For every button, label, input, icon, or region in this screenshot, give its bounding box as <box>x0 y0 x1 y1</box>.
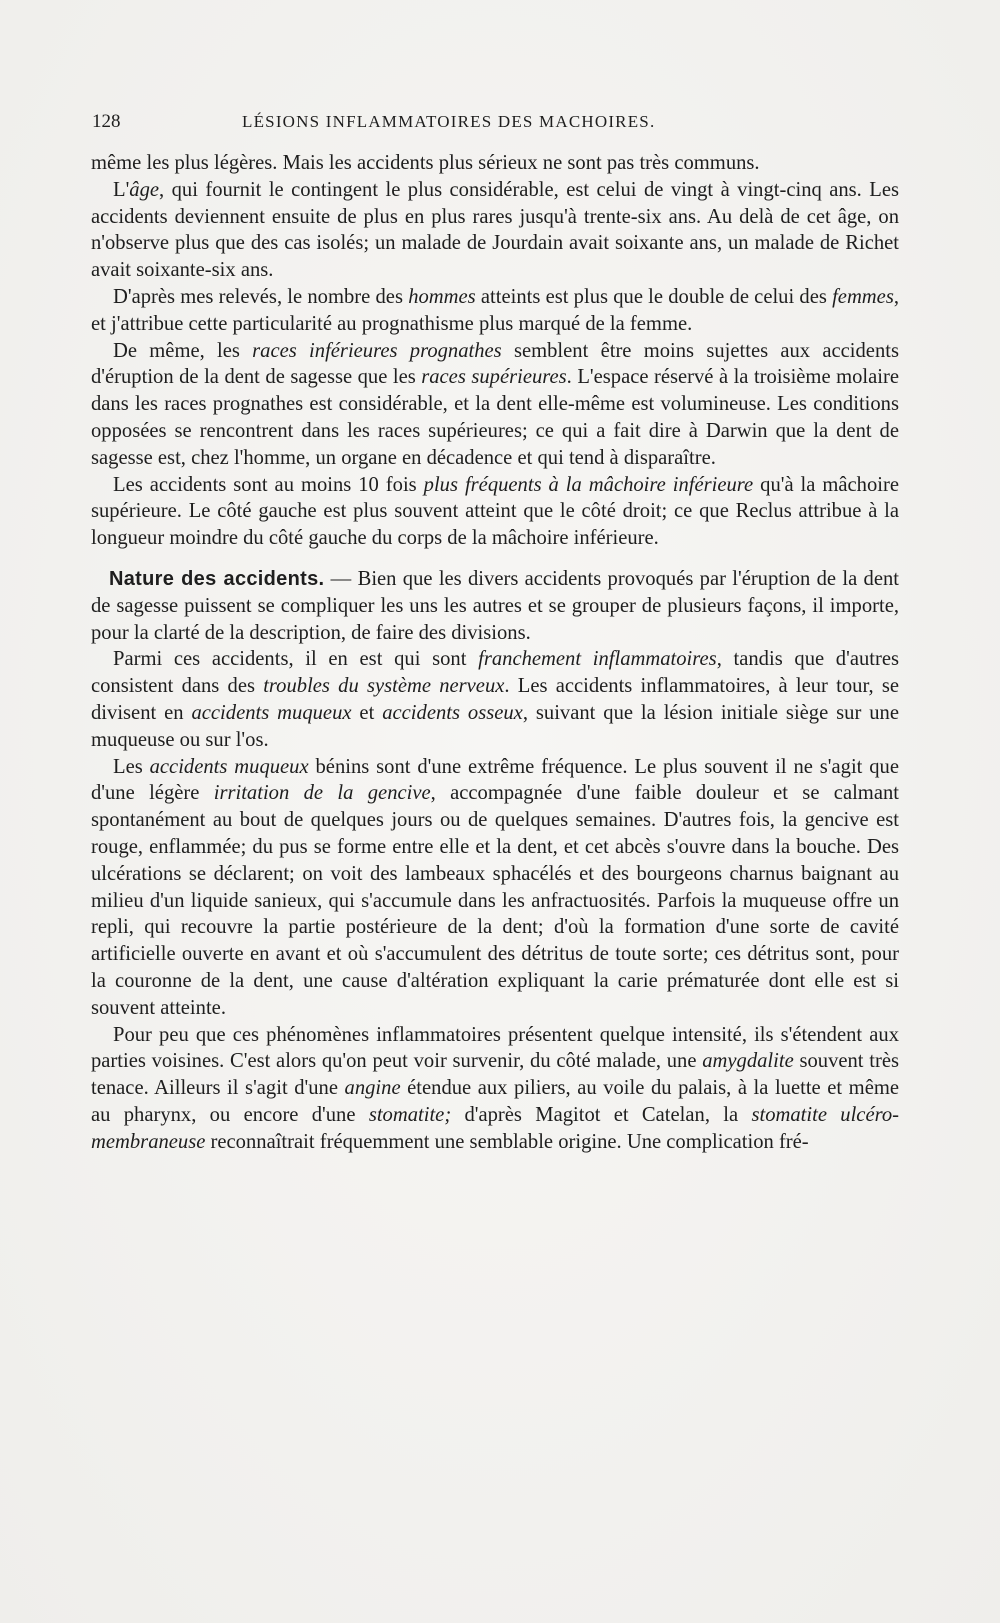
running-title: LÉSIONS INFLAMMATOIRES DES MACHOIRES. <box>242 112 656 131</box>
text-run: qu'à la mâchoire supérieure. Le côté gauche est plus souvent atteint que le côté droit; ce que Reclus attribue à la longueur moindre du côté gauche du corps de la mâchoire inférieure. <box>91 473 899 550</box>
text-run: , qui fournit le contingent le plus considérable, est celui de vingt à vingt-cinq ans. Les accidents deviennent ensuite de plus en plus rares jusqu'à trente-six ans. Au delà de cet âge, on n'observe plus que des cas isolés; un malade de Jourdain avait soixante ans, un malade de Richet avait soixante-six ans. <box>91 178 899 282</box>
section-heading: Nature des accidents. <box>109 567 325 590</box>
text-run: , et j'attribue cette particularité au prognathisme plus marqué de la femme. <box>91 285 899 335</box>
italic-term: angine <box>344 1077 401 1100</box>
italic-term: irritation de la gencive <box>213 782 431 805</box>
text-run: Parmi ces accidents, il en est qui sont <box>113 648 479 671</box>
italic-term: âge <box>129 178 160 201</box>
italic-term: accidents osseux <box>382 701 523 724</box>
body-text <box>91 150 899 1155</box>
italic-term: femmes <box>832 285 894 308</box>
text-run: reconnaîtrait fréquemment une semblable origine. Une complication fré- <box>205 1130 809 1153</box>
text-run: . Les accidents inflammatoires, à leur tour, se divisent en <box>91 675 899 724</box>
text-run: Les accidents sont au moins 10 fois <box>113 473 424 496</box>
text-run: étendue aux piliers, au voile du palais, à la luette et même au pharynx, ou encore d'une <box>91 1077 899 1126</box>
text-run: d'après Magitot et Catelan, la <box>451 1103 752 1126</box>
text-run: semblent être moins sujettes aux accidents d'éruption de la dent de sagesse que les <box>91 339 899 389</box>
text-run: , accompagnée d'une faible douleur et se calmant spontanément au bout de quelques jours ou de quelques semaines. D'autres fois, la gencive est rouge, enflammée; du pus se forme entre elle et la dent, et cet abcès s'ouvre dans la bouche. Des ulcérations se déclarent; on voit des lambeaux sphacélés et des bourgeons charnus baignant au milieu d'un liquide sanieux, qui s'accumule dans les anfractuosités. Parfois la muqueuse offre un repli, qui recouvre la partie postérieure de la dent; d'où la formation d'une sorte de cavité artificielle ouverte en avant et où s'accumulent des détritus de toute sorte; ces détritus sont, pour la couronne de la dent, une cause d'altération expliquant la carie prématurée dont elle est si souvent atteinte. <box>91 782 899 1019</box>
italic-term: stomatite ulcéro-membraneuse <box>91 1103 899 1153</box>
italic-term: stomatite; <box>368 1103 452 1126</box>
paragraph <box>91 646 899 753</box>
text-run: et <box>351 701 383 724</box>
text-run: , suivant que la lésion initiale siège sur une muqueuse ou sur l'os. <box>91 701 899 751</box>
text-run: , tandis que d'autres consistent dans des <box>91 648 899 698</box>
italic-term: accidents muqueux <box>191 701 352 724</box>
italic-term: franchement inflammatoires <box>478 648 717 671</box>
text-run: Pour peu que ces phénomènes inflammatoires présentent quelque intensité, ils s'étendent aux parties voisines. C'est alors qu'on peut voir survenir, du côté malade, une <box>91 1023 899 1073</box>
paragraph <box>91 284 899 338</box>
text-run: atteints est plus que le double de celui des <box>475 285 833 308</box>
italic-term: troubles du système nerveux <box>263 675 505 698</box>
text-run: même les plus légères. Mais les accidents plus sérieux ne sont pas très communs. <box>91 152 760 174</box>
paragraph <box>91 1022 899 1156</box>
italic-term: hommes <box>408 285 476 308</box>
italic-term: races supérieures <box>421 366 567 389</box>
text-run: — Bien que les divers accidents provoqués par l'éruption de la dent de sagesse puissent se compliquer les uns les autres et se grouper de plusieurs façons, il importe, pour la clarté de la description, de faire des divisions. <box>91 567 899 644</box>
text-run: bénins sont d'une extrême fréquence. Le plus souvent il ne s'agit que d'une légère <box>91 755 899 805</box>
paragraph <box>91 338 899 472</box>
page-header <box>92 111 898 141</box>
italic-term: races inférieures prognathes <box>252 339 502 362</box>
text-run: Les <box>113 755 150 778</box>
paragraph <box>91 177 899 284</box>
text-run: D'après mes relevés, le nombre des <box>113 285 409 308</box>
section-paragraph <box>91 566 899 646</box>
italic-term: accidents muqueux <box>149 755 309 778</box>
text-run: . L'espace réservé à la troisième molaire dans les races prognathes est considérable, et la dent elle-même est volumineuse. Les conditions opposées se rencontrent dans les races supérieures; ce qui a fait dire à Darwin que la dent de sagesse est, chez l'homme, un organe en décadence et qui tend à disparaître. <box>91 366 899 469</box>
italic-term: plus fréquents à la mâchoire inférieure <box>423 473 754 496</box>
text-run: L' <box>113 178 130 201</box>
paragraph <box>91 472 899 552</box>
paragraph <box>91 754 899 1022</box>
paragraph <box>91 150 899 177</box>
italic-term: amygdalite <box>702 1050 794 1073</box>
text-run: souvent très tenace. Ailleurs il s'agit d'une <box>91 1050 899 1100</box>
page-number: 128 <box>92 111 121 132</box>
text-run: De même, les <box>113 339 253 362</box>
